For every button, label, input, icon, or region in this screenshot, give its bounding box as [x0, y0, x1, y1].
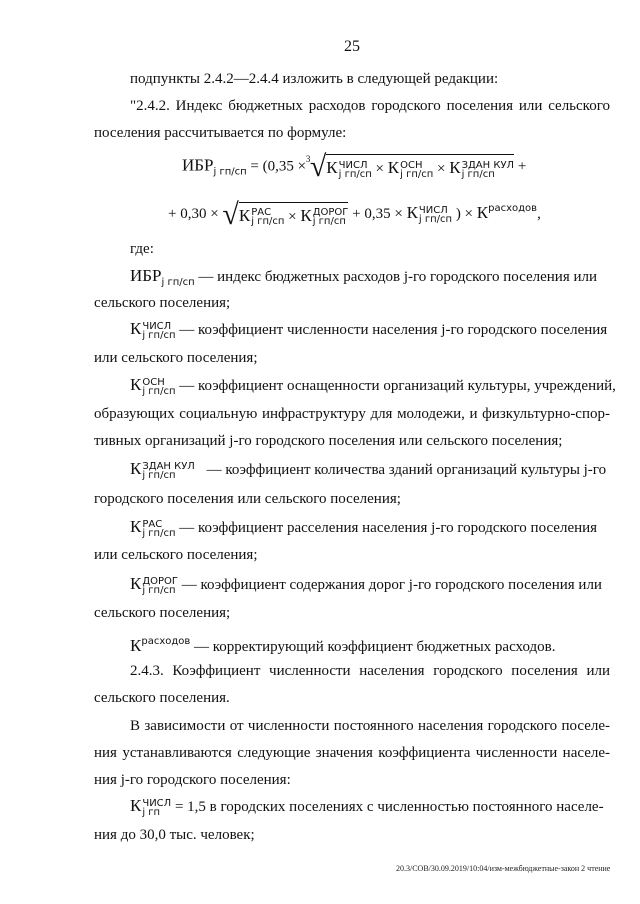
k-symbol: К [476, 203, 489, 222]
page-number: 25 [344, 38, 360, 55]
square-root [222, 197, 349, 231]
text-line: "2.4.2. Индекс бюджетных расходов городского поселения или сельского [130, 98, 610, 114]
definition-text: — корректирующий коэффициент бюджетных расходов. [194, 639, 556, 655]
k-symbol: К [387, 158, 400, 177]
formula-line-1 [182, 152, 526, 183]
k-indices: ЧИСЛ j гп/сп [142, 320, 176, 341]
k-symbol: К [130, 574, 142, 593]
text-line: городского поселения или сельского поселения; [94, 491, 401, 507]
k-symbol: К [130, 459, 142, 478]
formula-line2-start: + 0,30 × [168, 206, 219, 222]
text-line: поселения рассчитывается по формуле: [94, 125, 347, 141]
text-line: где: [130, 241, 154, 257]
formula-mid: + 0,35 × [352, 206, 403, 222]
k-rash-superscript: расходов [141, 636, 191, 647]
radicand [326, 154, 514, 180]
definition-k-dorog [130, 575, 602, 595]
k-symbol: К [130, 319, 142, 338]
k-symbol: К [238, 205, 251, 225]
definition-text: = 1,5 в городских поселениях с численностью постоянного населе- [174, 799, 604, 815]
k-symbol: К [130, 796, 142, 815]
k-indices: ДОРОГ j гп/сп [142, 575, 179, 596]
text-line: ния до 30,0 тыс. человек; [94, 827, 255, 843]
footer-note: 20.3/СОВ/30.09.2019/10:04/изм-межбюджетные-закон 2 чтение [396, 864, 611, 873]
ibr-subscript: j гп/сп [161, 277, 195, 288]
definition-text: — индекс бюджетных расходов j-го городского поселения или [198, 269, 598, 285]
k-symbol: К [326, 158, 338, 177]
k-indices: ОСН j гп/сп [142, 376, 176, 397]
text-line: сельского поселения; [94, 295, 231, 311]
ibr-subscript: j гп/сп [213, 166, 247, 178]
text-line: В зависимости от численности постоянного населения городского поселе- [130, 718, 610, 734]
definition-text: — коэффициент оснащенности организаций культуры, учреждений, [179, 378, 616, 394]
k-rash-superscript: расходов [488, 203, 538, 214]
k-indices: ЗДАН КУЛ j гп/сп [461, 159, 515, 180]
text-line: или сельского поселения; [94, 547, 258, 563]
radical-sign: √ [309, 150, 327, 183]
definition-k-ras [130, 518, 597, 538]
plus-sign: + [517, 158, 527, 175]
definition-k-osn [130, 376, 616, 396]
text-line: подпункты 2.4.2—2.4.4 изложить в следующей редакции: [130, 71, 499, 87]
ibr-symbol: ИБР [130, 266, 162, 285]
k-indices: ОСН j гп/сп [400, 159, 434, 180]
formula-close: ) × [455, 206, 474, 222]
root-index: 3 [305, 154, 311, 164]
k-symbol: К [406, 203, 418, 222]
text-line: 2.4.3. Коэффициент численности населения городского поселения или [130, 663, 610, 679]
times-sign: × [437, 161, 446, 177]
times-sign: × [288, 208, 297, 225]
definition-k-rash [130, 633, 556, 656]
text-line: сельского поселения. [94, 690, 230, 706]
formula-eq-open: = (0,35 × [250, 158, 307, 175]
text-line: тивных организаций j-го городского поселения или сельского поселения; [94, 433, 563, 449]
value-line [130, 797, 604, 817]
definition-ibr [130, 267, 597, 292]
definition-text: — коэффициент количества зданий организаций культуры j-го [206, 462, 607, 478]
text-line: образующих социальную инфраструктуру для молодежи, и физкультурно-спор- [94, 406, 610, 422]
definition-text: — коэффициент содержания дорог j-го городского поселения или [181, 577, 602, 593]
text-line: или сельского поселения; [94, 350, 258, 366]
k-indices: ЧИСЛ j гп [142, 797, 172, 818]
formula-end: , [537, 206, 541, 222]
cube-root [305, 150, 515, 183]
k-indices: ЗДАН КУЛ j гп/сп [142, 460, 195, 481]
definition-k-zdan [130, 460, 606, 480]
k-indices: ДОРОГ j гп/сп [312, 207, 349, 228]
definition-text: — коэффициент численности населения j-го городского поселения [179, 322, 608, 338]
formula-line-2 [168, 198, 541, 230]
k-symbol: К [130, 375, 142, 394]
k-symbol: К [130, 517, 142, 536]
k-indices: ЧИСЛ j гп/сп [338, 159, 372, 180]
radicand [239, 202, 349, 228]
definition-k-chisl [130, 320, 607, 340]
text-line: ния устанавливаются следующие значения коэффициента численности населе- [94, 745, 610, 761]
k-indices: РАС j гп/сп [251, 207, 285, 228]
radical-sign: √ [222, 197, 239, 231]
definition-text: — коэффициент расселения населения j-го городского поселения [179, 520, 598, 536]
k-indices: ЧИСЛ j гп/сп [418, 204, 453, 225]
text-line: ния j-го городского поселения: [94, 772, 291, 788]
text-line: сельского поселения; [94, 605, 231, 621]
k-symbol: К [300, 205, 312, 225]
k-symbol: К [449, 158, 461, 177]
k-indices: РАС j гп/сп [142, 518, 176, 539]
ibr-symbol: ИБР [182, 155, 214, 175]
times-sign: × [375, 161, 385, 177]
k-symbol: К [130, 636, 142, 655]
